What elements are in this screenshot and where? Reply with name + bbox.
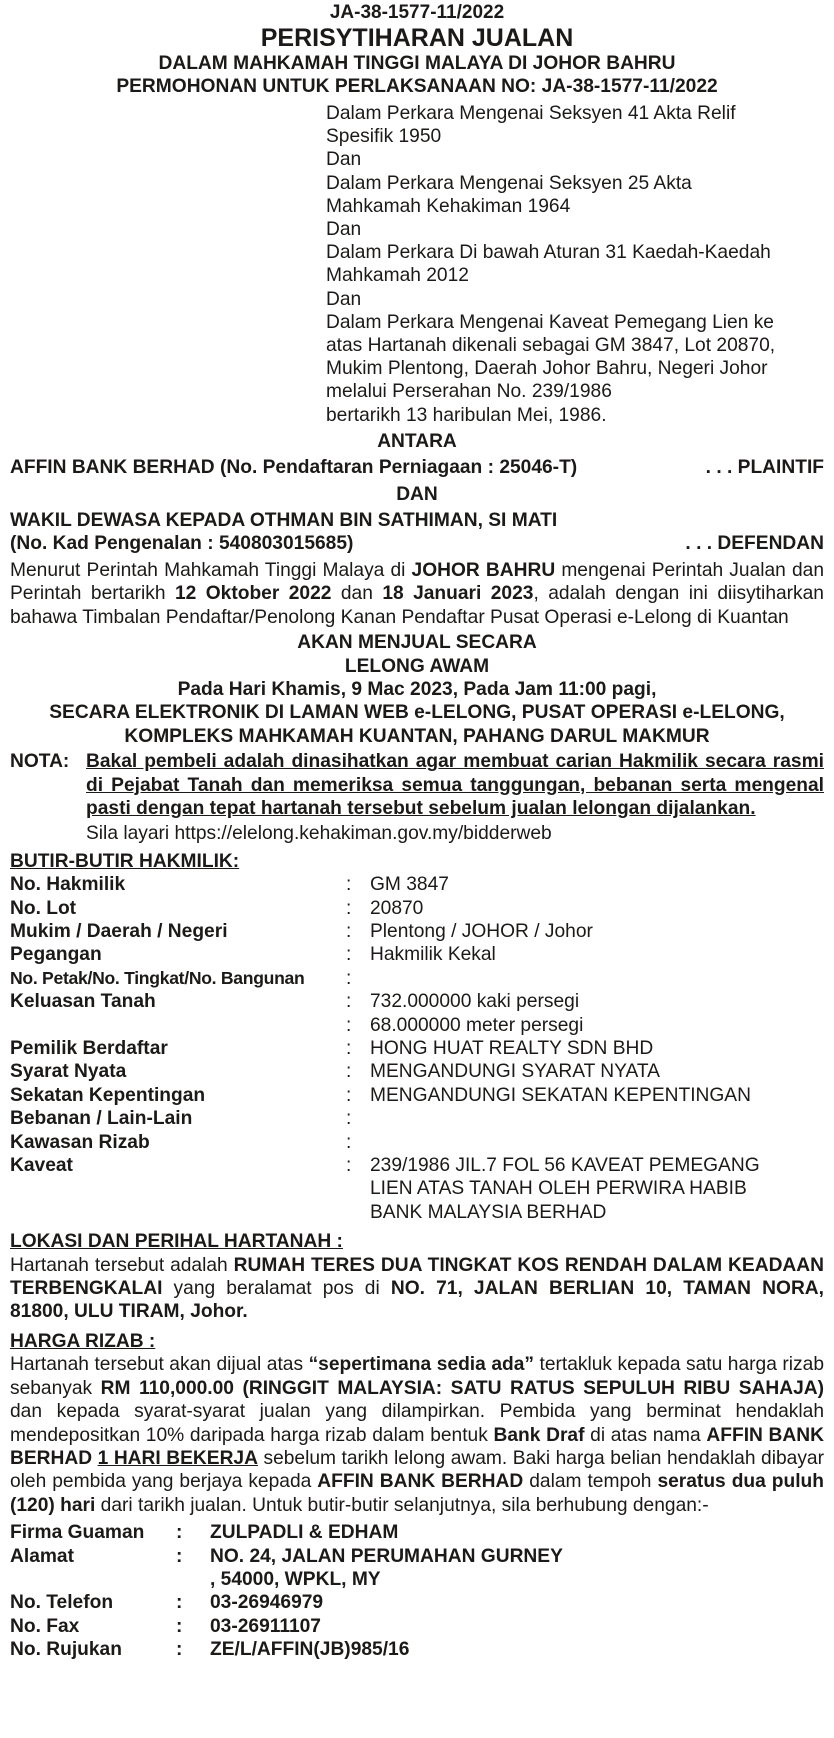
title-detail-value (370, 1131, 824, 1154)
matter-line: Mukim Plentong, Daerah Johor Bahru, Negeri Johor (326, 358, 768, 380)
title-detail-value (370, 967, 824, 990)
matter-line: Dalam Perkara Mengenai Seksyen 25 Akta (326, 172, 692, 194)
title-detail-value: Hakmilik Kekal (370, 944, 496, 966)
title-detail-key: No. Hakmilik (10, 874, 126, 896)
page-title: PERISYTIHARAN JUALAN (260, 24, 574, 52)
plaintiff-role: . . . PLAINTIF (705, 457, 824, 479)
title-detail-key (10, 1014, 346, 1037)
matter-line: Mahkamah 2012 (326, 265, 469, 287)
title-detail-key: Sekatan Kepentingan (10, 1084, 206, 1106)
title-detail-colon: : (346, 1131, 352, 1153)
title-detail-value: HONG HUAT REALTY SDN BHD (370, 1038, 654, 1059)
title-detail-colon: : (346, 1155, 352, 1177)
contact-key: No. Telefon (10, 1592, 114, 1614)
reserve-paragraph: Hartanah tersebut akan dijual atas “sepertimana sedia ada” tertakluk kepada satu harga rizab sebanyak RM 110,000.00 (RINGGIT MALAYSIA: SATU RATUS SEPULUH RIBU SAHAJA) dan kepada syarat-syarat jualan yang dilampirkan. Pembida yang berminat hendaklah mendepositkan 10% daripada harga rizab dalam bentuk Bank Draf di atas nama AFFIN BANK BERHAD 1 HARI BEKERJA sebelum tarikh lelong awam. Baki harga belian hendaklah dibayar oleh pembida yang berjaya kepada AFFIN BANK BERHAD dalam tempoh seratus dua puluh (120) hari dari tarikh jualan. Untuk butir-butir selanjutnya, sila berhubung dengan:- (10, 1354, 825, 1516)
title-detail-colon: : (346, 874, 352, 896)
title-detail-value: 732.000000 kaki persegi (370, 991, 580, 1013)
defendant-role: . . . DEFENDAN (685, 533, 824, 555)
application-number: PERMOHONAN UNTUK PERLAKSANAAN NO: JA-38-1577-11/2022 (116, 76, 718, 97)
title-detail-key: Pegangan (10, 944, 102, 966)
title-details-heading: BUTIR-BUTIR HAKMILIK: (10, 850, 240, 872)
title-detail-colon: : (346, 1014, 352, 1036)
title-detail-colon: : (346, 967, 352, 989)
title-detail-colon: : (346, 1038, 352, 1059)
contact-key (10, 1568, 176, 1591)
title-detail-value: BANK MALAYSIA BERHAD (370, 1201, 607, 1223)
auction-venue-2: KOMPLEKS MAHKAMAH KUANTAN, PAHANG DARUL MAKMUR (124, 725, 710, 747)
title-detail-key: Bebanan / Lain-Lain (10, 1108, 193, 1130)
contact-key: No. Rujukan (10, 1639, 122, 1661)
matter-line: atas Hartanah dikenali sebagai GM 3847, Lot 20870, (326, 335, 776, 357)
contact-key: Firma Guaman (10, 1522, 145, 1544)
title-detail-colon: : (346, 897, 352, 919)
title-detail-colon: : (346, 920, 352, 942)
title-detail-value: 239/1986 JIL.7 FOL 56 KAVEAT PEMEGANG (370, 1155, 760, 1177)
title-detail-value: MENGANDUNGI SEKATAN KEPENTINGAN (370, 1084, 751, 1106)
title-detail-key (10, 1201, 346, 1224)
matter-line: bertarikh 13 haribulan Mei, 1986. (326, 404, 607, 426)
contact-colon: : (176, 1545, 183, 1567)
title-detail-colon: : (346, 1084, 352, 1106)
title-detail-key: No. Lot (10, 897, 77, 919)
case-reference: JA-38-1577-11/2022 (329, 2, 505, 23)
title-detail-colon (346, 1201, 370, 1224)
contact-value: 03-26911107 (210, 1615, 321, 1637)
contact-table (10, 1521, 824, 1661)
matter-line: Dan (326, 219, 362, 241)
location-paragraph: Hartanah tersebut adalah RUMAH TERES DUA TINGKAT KOS RENDAH DALAM KEADAAN TERBENGKALAI yang beralamat pos di NO. 71, JALAN BERLIAN 10, TAMAN NORA, 81800, ULU TIRAM, Johor. (10, 1254, 824, 1323)
title-detail-value: 20870 (370, 897, 424, 919)
matter-line: melalui Perserahan No. 239/1986 (326, 381, 612, 403)
plaintiff-name: AFFIN BANK BERHAD (No. Pendaftaran Perniagaan : 25046-T) (10, 457, 578, 479)
court-name: DALAM MAHKAMAH TINGGI MALAYA DI JOHOR BAHRU (158, 53, 676, 74)
location-heading: LOKASI DAN PERIHAL HARTANAH : (10, 1231, 343, 1253)
matter-line: Dan (326, 149, 362, 171)
title-detail-colon (346, 1177, 370, 1200)
contact-value: ZULPADLI & EDHAM (210, 1522, 399, 1544)
title-detail-colon: : (346, 1108, 352, 1130)
contact-key: Alamat (10, 1545, 74, 1567)
title-detail-key: Syarat Nyata (10, 1061, 127, 1083)
matter-line: Dalam Perkara Mengenai Seksyen 41 Akta Relif (326, 103, 736, 124)
title-detail-value: Plentong / JOHOR / Johor (370, 920, 593, 942)
contact-key: No. Fax (10, 1615, 80, 1637)
title-detail-value: MENGANDUNGI SYARAT NYATA (370, 1061, 660, 1083)
auction-venue: SECARA ELEKTRONIK DI LAMAN WEB e-LELONG, PUSAT OPERASI e-LELONG, (49, 702, 785, 724)
title-detail-value: 68.000000 meter persegi (370, 1014, 584, 1036)
defendant-row (10, 532, 824, 555)
contact-value: 03-26946979 (210, 1592, 324, 1614)
title-detail-key (10, 1177, 346, 1200)
matter-line: Spesifik 1950 (326, 126, 442, 148)
contact-colon: : (176, 1522, 183, 1544)
title-detail-colon: : (346, 944, 352, 966)
title-detail-colon: : (346, 991, 352, 1013)
contact-value: , 54000, WPKL, MY (210, 1568, 381, 1590)
title-detail-colon: : (346, 1061, 352, 1083)
contact-colon: : (176, 1615, 183, 1637)
title-detail-value: LIEN ATAS TANAH OLEH PERWIRA HABIB (370, 1178, 747, 1200)
auction-type: LELONG AWAM (344, 655, 490, 677)
auction-date: Pada Hari Khamis, 9 Mac 2023, Pada Jam 11:00 pagi, (177, 678, 657, 700)
antara-heading: ANTARA (377, 430, 457, 452)
defendant-ic: (No. Kad Pengenalan : 540803015685) (10, 533, 354, 555)
contact-colon (176, 1568, 210, 1591)
contact-colon: : (176, 1639, 183, 1661)
contact-value: ZE/L/AFFIN(JB)985/16 (210, 1639, 410, 1661)
matter-line: Dan (326, 288, 362, 310)
nota-block (10, 750, 824, 846)
intro-paragraph: Menurut Perintah Mahkamah Tinggi Malaya di JOHOR BAHRU mengenai Perintah Jualan dan Perintah bertarikh 12 Oktober 2022 dan 18 Januari 2023, adalah dengan ini diisytiharkan bahawa Timbalan Pendaftar/Penolong Kanan Pendaftar Pusat Operasi e-Lelong di Kuantan (10, 559, 824, 628)
title-detail-key: Kaveat (10, 1155, 73, 1177)
defendant-name: WAKIL DEWASA KEPADA OTHMAN BIN SATHIMAN, SI MATI (10, 510, 558, 532)
contact-value: NO. 24, JALAN PERUMAHAN GURNEY (210, 1545, 563, 1567)
matter-line: Dalam Perkara Mengenai Kaveat Pemegang Lien ke (326, 311, 774, 333)
dan-heading: DAN (396, 483, 438, 505)
reserve-heading: HARGA RIZAB : (10, 1330, 156, 1352)
nota-text: Bakal pembeli adalah dinasihatkan agar membuat carian Hakmilik secara rasmi di Pejabat Tanah dan memeriksa semua tanggungan, bebanan serta mengenal pasti dengan tepat hartanah tersebut sebelum jualan lelongan dijalankan. (86, 751, 824, 819)
matters-block (326, 102, 824, 427)
nota-label: NOTA: (10, 751, 70, 773)
title-detail-key: Kawasan Rizab (10, 1131, 150, 1153)
title-detail-value (370, 1107, 824, 1130)
title-details-table (10, 873, 824, 1224)
matter-line: Dalam Perkara Di bawah Aturan 31 Kaedah-Kaedah (326, 242, 771, 264)
title-detail-value: GM 3847 (370, 874, 449, 896)
title-detail-key: Pemilik Berdaftar (10, 1038, 168, 1059)
title-detail-key: No. Petak/No. Tingkat/No. Bangunan (10, 967, 305, 988)
matter-line: Mahkamah Kehakiman 1964 (326, 195, 571, 217)
plaintiff-row (10, 456, 824, 479)
auction-heading: AKAN MENJUAL SECARA (297, 632, 537, 654)
nota-link[interactable]: Sila layari https://elelong.kehakiman.gov.my/bidderweb (86, 823, 552, 845)
title-detail-key: Mukim / Daerah / Negeri (10, 920, 228, 942)
contact-colon: : (176, 1592, 183, 1614)
title-detail-key: Keluasan Tanah (10, 991, 156, 1013)
